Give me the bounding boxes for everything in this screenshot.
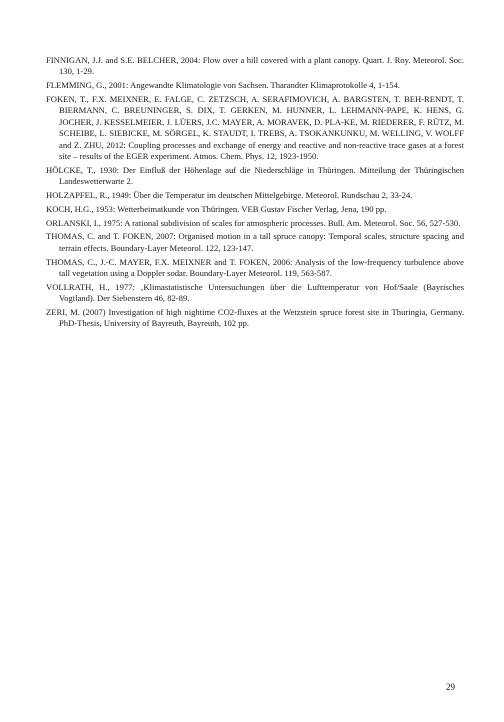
reference-entry: FOKEN, T., F.X. MEIXNER, E. FALGE, C. ZETZSCH, A. SERAFIMOVICH, A. BARGSTEN, T. BEH-RENDT, T. BIERMANN, C. BREUNINGER, S. DIX, T. GERKEN, M. HUNNER, L. LEHMANN-PAPE, K. HENS, G. JOCHER, J. KESSELMEIER, J. LÜERS, J.C. MAYER, A. MORAVEK, D. PLA-KE, M. RIEDERER, F. RÜTZ, M. SCHEIBE, L. SIEBICKE, M. SÖRGEL, K. STAUDT, I. TREBS, A. TSOKANKUNKU, M. WELLING, V. WOLFF and Z. ZHU, 2012: Coupling processes and exchange of energy and reactive and non-reactive trace gases at a forest site – results of the EGER experiment. Atmos. Chem. Phys. 12, 1923-1950. (46, 94, 464, 162)
reference-entry: THOMAS, C., J.-C. MAYER, F.X. MEIXNER and T. FOKEN, 2006: Analysis of the low-frequency turbulence above tall vegetation using a Doppler sodar. Boundary-Layer Meteorol. 119, 563-587. (46, 256, 464, 279)
reference-entry: KOCH, H.G., 1953: Wetterheimatkunde von Thüringen. VEB Gustav Fischer Verlag, Jena, 190 pp. (46, 203, 387, 214)
reference-list (46, 55, 464, 332)
reference-entry: HOLZAPFEL, R., 1949: Über die Temperatur im deutschen Mittelgebirge. Meteorol. Rundschau 2, 33-24. (46, 190, 413, 201)
reference-entry: ZERI, M. (2007) Investigation of high nightime CO2-fluxes at the Wetzstein spruce forest site in Thuringia, Germany. PhD-Thesis, University of Bayreuth, Bayreuth, 102 pp. (46, 307, 464, 329)
reference-entry: HÖLCKE, T., 1930: Der Einfluß der Höhenlage auf die Niederschläge in Thüringen. Mitteilung der Thüringischen Landeswetterwarte 2. (46, 164, 464, 187)
page-number: 29 (446, 682, 455, 692)
reference-entry: VOLLRATH, H., 1977: ‚Klimastatistische Untersuchungen über die Lufttemperatur von Hof/Saale (Bayrisches Vogtland). Der Siebenstern 46, 82-89. (46, 281, 464, 304)
reference-entry: THOMAS, C. and T. FOKEN, 2007: Organised motion in a tall spruce canopy: Temporal scales, structure spacing and terrain effects. Boundary-Layer Meteorol. 122, 123-147. (46, 231, 464, 253)
reference-entry: FINNIGAN, J.J. and S.E. BELCHER, 2004: Flow over a hill covered with a plant canopy. Quart. J. Roy. Meteorol. Soc. 130, 1-29. (46, 55, 464, 77)
reference-entry: FLEMMING, G., 2001: Angewandte Klimatologie von Sachsen. Tharandter Klimaprotokolle 4, 1-154. (46, 80, 401, 91)
reference-entry: ORLANSKI, I., 1975: A rational subdivision of scales for atmospheric processes. Bull. Am. Meteorol. Soc. 56, 527-530. (46, 217, 461, 228)
